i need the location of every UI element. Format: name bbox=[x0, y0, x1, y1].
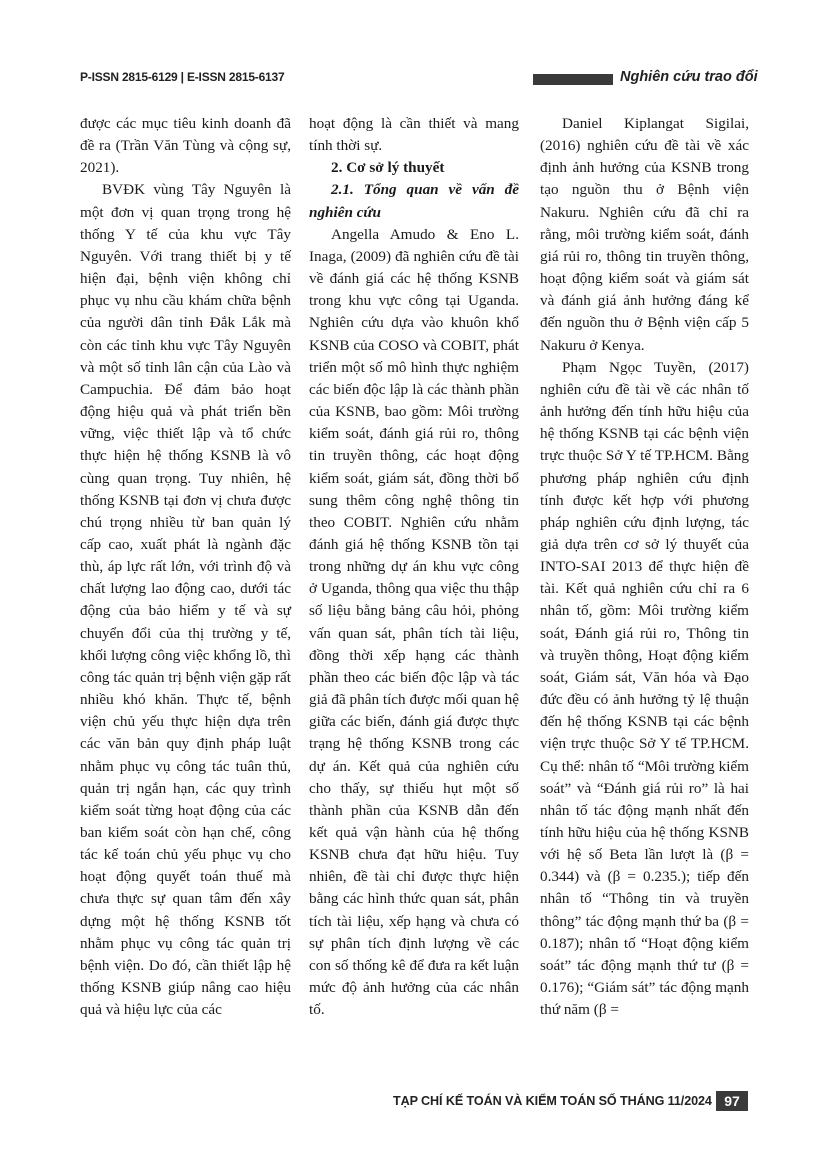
column-2 bbox=[309, 113, 519, 1021]
issn-line: P-ISSN 2815-6129 | E-ISSN 2815-6137 bbox=[80, 70, 285, 84]
page-number: 97 bbox=[716, 1091, 748, 1111]
journal-footer: TẠP CHÍ KẾ TOÁN VÀ KIỂM TOÁN SỐ THÁNG 11/2024 bbox=[393, 1094, 712, 1108]
column-3 bbox=[540, 113, 749, 1021]
paragraph: BVĐK vùng Tây Nguyên là một đơn vị quan trọng trong hệ thống Y tế của khu vực Tây Nguyên. Với trang thiết bị y tế hiện đại, bệnh viện không chỉ phục vụ nhu cầu khám chữa bệnh của người dân tỉnh Đắk Lắk mà còn các tỉnh khu vực Tây Nguyên và một số tỉnh lân cận của Lào và Campuchia. Để đảm bảo hoạt động hiệu quả và phát triển bền vững, việc thiết lập và tổ chức thực hiện hệ thống KSNB là vô cùng quan trọng. Tuy nhiên, hệ thống KSNB tại đơn vị chưa được chú trọng nhiều từ ban quản lý cấp cao, xuất phát là ngành đặc thù, áp lực rất lớn, với trình độ và chất lượng lao động cao, dưới tác động của bảo hiểm y tế và sự chuyển đổi của thị trường y tế, khối lượng công việc khổng lồ, thì công tác quản trị bệnh viện gặp rất nhiều khó khăn. Thực tế, bệnh viện chủ yếu thực hiện dựa trên các văn bản quy định pháp luật nhằm phục vụ công tác tuân thủ, quản trị ngắn hạn, các quy trình kiểm soát từng hoạt động của các ban kiểm soát còn hạn chế, công tác kế toán chủ yếu phục vụ cho hoạt động quyết toán thuế mà chưa thực sự quan tâm đến xây dựng một hệ thống KSNB tốt nhằm phục vụ công tác quản trị bệnh viện. Do đó, cần thiết lập hệ thống KSNB giúp nâng cao hiệu quả và hiệu lực của các bbox=[80, 181, 291, 1019]
section-title: Nghiên cứu trao đổi bbox=[620, 69, 758, 85]
paragraph: được các mục tiêu kinh doanh đã đề ra (Trần Văn Tùng và cộng sự, 2021). bbox=[80, 115, 291, 177]
paragraph: hoạt động là cần thiết và mang tính thời sự. bbox=[309, 115, 519, 155]
column-1 bbox=[80, 113, 291, 1021]
paragraph: Angella Amudo & Eno L. Inaga, (2009) đã nghiên cứu đề tài về đánh giá các hệ thống KSNB trong khu vực công tại Uganda. Nghiên cứu dựa vào khuôn khổ KSNB của COSO và COBIT, phát triển một số mô hình thực nghiệm các biến độc lập là các thành phần của KSNB, bao gồm: Môi trường kiểm soát, đánh giá rủi ro, thông tin truyền thông, các hoạt động kiểm soát, giám sát, đồng thời bổ sung thêm công nghệ thông tin theo COBIT. Nghiên cứu nhằm đánh giá hệ thống KSNB tồn tại trong những dự án khu vực công ở Uganda, thông qua việc thu thập số liệu bằng bảng câu hỏi, phỏng vấn quan sát, phân tích tài liệu, đồng thời xếp hạng các thành phần theo các biến độc lập và tác giả đã phân tích được mối quan hệ giữa các biến, đánh giá được thực trạng hệ thống KSNB trong các dự án. Kết quả của nghiên cứu cho thấy, sự thiếu hụt một số thành phần của KSNB dẫn đến kết quả vận hành của hệ thống KSNB chưa đạt hữu hiệu. Tuy nhiên, đề tài chỉ được thực hiện bằng các hình thức quan sát, phân tích tài liệu, xếp hạng và chưa có sự phân tích định lượng về các con số thống kê để đưa ra kết luận mức độ ảnh hưởng của các nhân tố. bbox=[309, 225, 519, 1019]
paragraph: Phạm Ngọc Tuyền, (2017) nghiên cứu đề tài về các nhân tố ảnh hưởng đến tính hữu hiệu của hệ thống KSNB tại các bệnh viện trực thuộc Sở Y tế TP.HCM. Bằng phương pháp nghiên cứu định tính được kết hợp với phương pháp nghiên cứu định lượng, tác giả dựa trên cơ sở lý thuyết của INTO-SAI 2013 để thực hiện đề tài. Kết quả nghiên cứu chỉ ra 6 nhân tố, gồm: Môi trường kiểm soát, Đánh giá rủi ro, Thông tin và truyền thông, Hoạt động kiểm soát, Giám sát, Văn hóa và Đạo đức đều có ảnh hưởng tỷ lệ thuận đến hệ thống KSNB tại các bệnh viện trực thuộc Sở Y tế TP.HCM. Cụ thể: nhân tố “Môi trường kiểm soát” và “Đánh giá rủi ro” là hai nhân tố tác động mạnh nhất đến tính hữu hiệu của hệ thống KSNB với hệ số Beta lần lượt là (β = 0.344) và (β = 0.235.); tiếp đến nhân tố “Thông tin và truyền thông” tác động mạnh thứ ba (β = 0.187); nhân tố “Hoạt động kiểm soát” tác động mạnh thứ tư (β = 0.176); “Giám sát” tác động mạnh thứ năm (β = bbox=[540, 358, 749, 1019]
paragraph: Daniel Kiplangat Sigilai, (2016) nghiên cứu đề tài về xác định ảnh hưởng của KSNB trong tạo nguồn thu ở Bệnh viện Nakuru. Nghiên cứu đã chỉ ra rằng, môi trường kiểm soát, đánh giá rủi ro, thông tin truyền thông, hoạt động kiểm soát và giám sát và đánh giá ảnh hưởng đáng kể đến nguồn thu ở Bệnh viện cấp 5 Nakuru ở Kenya. bbox=[540, 115, 749, 354]
subsection-heading: 2.1. Tổng quan về vấn đề nghiên cứu bbox=[309, 181, 519, 221]
header-bar bbox=[533, 74, 613, 85]
section-heading: 2. Cơ sở lý thuyết bbox=[331, 159, 445, 177]
